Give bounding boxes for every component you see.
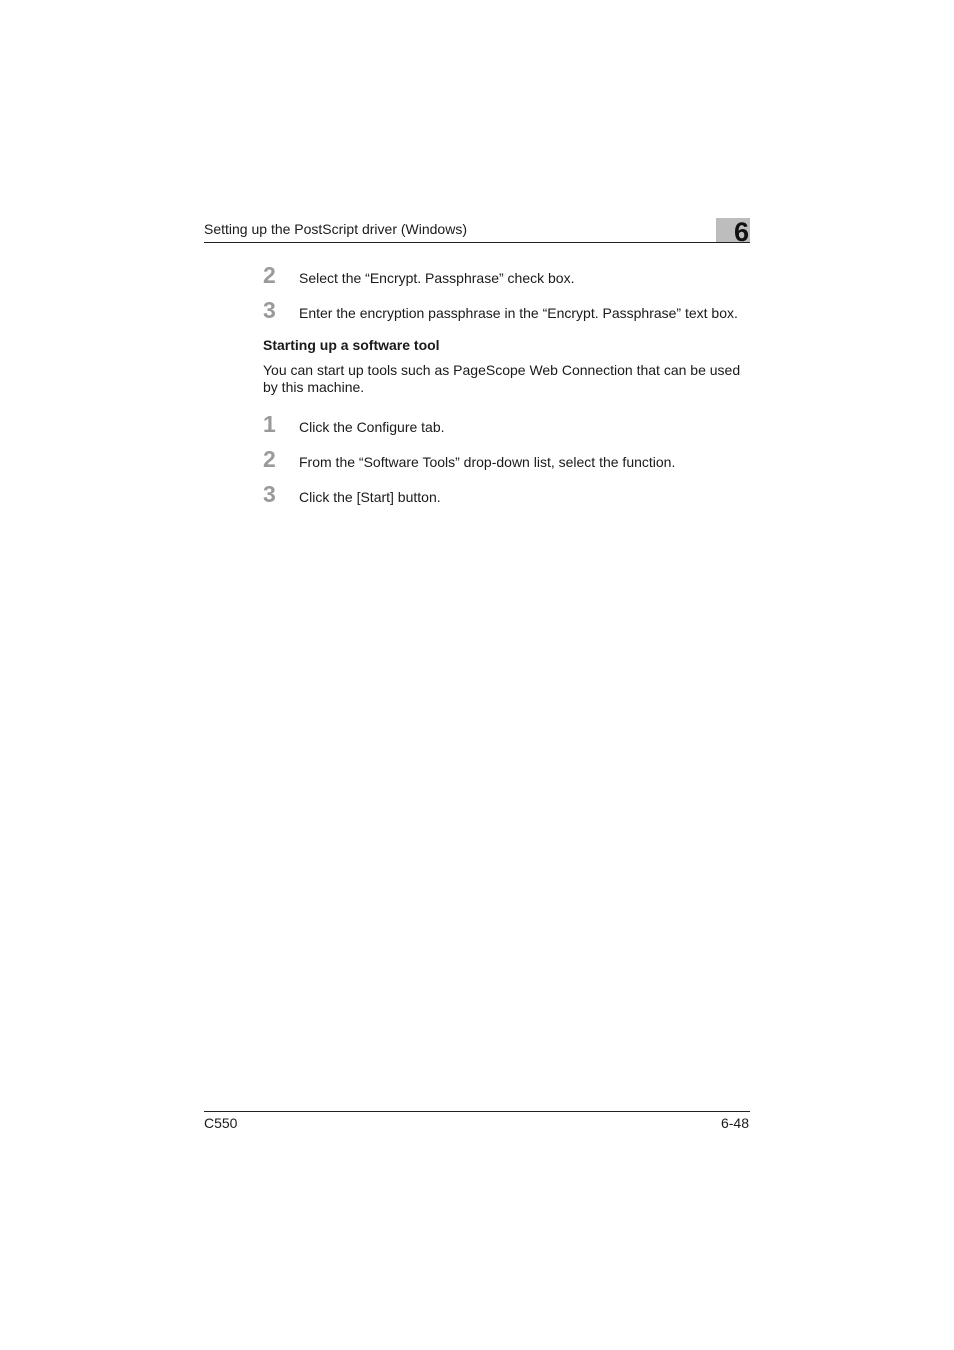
step-number: 3 <box>263 481 276 507</box>
step-number: 2 <box>263 446 276 472</box>
step-number: 1 <box>263 411 276 437</box>
running-header-title: Setting up the PostScript driver (Windows) <box>204 221 467 237</box>
header-divider <box>204 242 750 243</box>
footer-divider <box>204 1111 750 1112</box>
chapter-number: 6 <box>733 217 749 247</box>
step-item <box>263 412 753 438</box>
step-item <box>263 447 753 473</box>
step-number: 2 <box>263 262 276 288</box>
chapter-badge <box>716 217 750 247</box>
step-text: From the “Software Tools” drop-down list, select the function. <box>299 454 676 470</box>
section-paragraph: You can start up tools such as PageScope Web Connection that can be used by this machine. <box>263 362 741 395</box>
step-number: 3 <box>263 297 276 323</box>
step-text: Select the “Encrypt. Passphrase” check box. <box>299 270 575 286</box>
step-item <box>263 482 753 508</box>
step-item <box>263 298 753 324</box>
footer-model: C550 <box>204 1115 238 1131</box>
step-text: Enter the encryption passphrase in the “Encrypt. Passphrase” text box. <box>299 305 738 321</box>
step-text: Click the [Start] button. <box>299 489 441 505</box>
section-heading: Starting up a software tool <box>263 337 440 353</box>
step-text: Click the Configure tab. <box>299 419 445 435</box>
footer-page-number: 6-48 <box>720 1115 749 1131</box>
step-item <box>263 263 753 289</box>
